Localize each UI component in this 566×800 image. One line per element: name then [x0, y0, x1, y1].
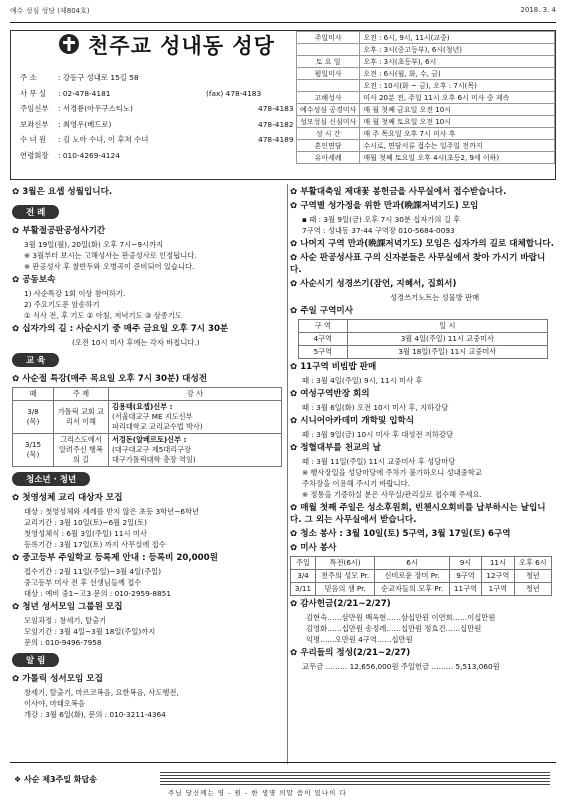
evening-prayer-heading: ✿ 구역별 성가정을 위한 만과(晩課저녁기도) 모임 — [290, 201, 479, 211]
right-column — [290, 184, 556, 672]
feast-heading: ✿ 3월은 요셉 성월입니다. — [12, 187, 113, 197]
schedule-label: 혼인면담 — [297, 140, 360, 152]
schedule-value: 오후 : 3시(초등부), 6시 — [360, 56, 555, 68]
music-staff — [160, 772, 550, 788]
confession-card-note: ✿ 사순 판공성사표 구의 신자분들은 사무실에서 찾아 가시기 바랍니다. — [290, 253, 546, 275]
text-line: ※ 판공성사 후 찰반두와 오병곡이 준비되어 있습니다. — [24, 262, 195, 271]
lecture-date: 3/15 (목) — [13, 434, 54, 467]
speaker-line: 서경돈(알베르토)신부 : — [111, 435, 187, 444]
column-divider — [287, 184, 288, 764]
table-cell: 3월 4일(주일) 11시 교중미사 — [347, 333, 547, 346]
schedule-value: 매 월 첫째 토요일 오전 10시 — [360, 116, 555, 128]
cross-heading: ✿ 십자가의 길 : 사순시기 중 매주 금요일 오후 7시 30분 — [12, 324, 229, 334]
table-row — [299, 346, 548, 359]
table-cell: 9구역 — [449, 570, 481, 583]
senior-academy-heading: ✿ 시니어아카데미 개학및 입학식 — [290, 416, 415, 426]
info-k: 수 녀 원 — [20, 135, 47, 144]
table-row — [299, 333, 548, 346]
text-line: 접수기간 : 2월 11일(주일)~3월 4일(주일) — [24, 567, 162, 576]
schedule-value: 매월 첫째 토요일 오후 4시(초등2, 9세 이하) — [360, 152, 555, 164]
section-badge-youth: 청소년 · 청년 — [12, 472, 90, 486]
speaker-line: 파리대학교 교리교수법 박사) — [111, 422, 203, 431]
schedule-label: 주일미사 — [297, 32, 360, 44]
youth2-heading: ✿ 중고등부 주일학교 등록제 안내 : 등록비 20,000원 — [12, 553, 218, 563]
table-cell: 11구역 — [449, 583, 481, 596]
table-cell: 5구역 — [299, 346, 348, 359]
youth2-text — [12, 566, 284, 599]
schedule-value: 오전 : 6시(월, 화, 수, 금) — [360, 68, 555, 80]
speaker-line: (대구대교구 제5대리구장 — [111, 445, 192, 454]
godparent-day-text — [290, 456, 556, 500]
schedule-label: 고해성사 — [297, 92, 360, 104]
youth1-heading: ✿ 첫영성체 교리 대상자 모집 — [12, 493, 123, 503]
lecture-table — [12, 387, 282, 467]
info-k: 보좌신부 — [20, 119, 49, 129]
text-line: 김영화……십만원 송정례……십만원 정효건……십만원 — [306, 624, 482, 633]
youth3-heading: ✿ 청년 성서모임 그룹원 모집 — [12, 602, 123, 612]
table-cell: 천주의 성모 Pr. — [315, 570, 374, 583]
godparent-day-heading: ✿ 정혈대부를 천교의 날 — [290, 443, 381, 453]
info-v3: 478-4189 — [258, 135, 294, 144]
table-header: 주일 — [291, 557, 316, 570]
lecture-topic: 그리스도에서 알려주신 행복의 길 — [53, 434, 108, 467]
info-v: : 김 노아 수녀, 이 후쳐 수녀 — [58, 135, 149, 144]
bottom-rule — [10, 762, 556, 763]
info-row — [20, 148, 290, 164]
mass-service-heading: ✿ 미사 봉사 — [290, 543, 337, 553]
evening-prayer-note: ✿ 나머지 구역 만과(晩課저녁기도) 모임은 십자가의 길로 대체합니다. — [290, 239, 555, 249]
table-cell: 믿음의 샘 Pr. — [315, 583, 374, 596]
schedule-row — [297, 116, 555, 128]
section-badge-notice: 알 림 — [12, 653, 59, 667]
schedule-label — [297, 44, 360, 56]
table-header: 특전(6시) — [315, 557, 374, 570]
lecture-speaker — [108, 401, 281, 434]
thanks-offering-heading: ✿ 감사헌금(2/21~2/27) — [290, 599, 391, 609]
bibimbap-heading: ✿ 11구역 비빔밥 판매 — [290, 362, 377, 372]
info-row — [20, 86, 290, 102]
text-line: 김현숙……삼만원 백옥현……삼십만원 이연희……이십만원 — [306, 613, 496, 622]
text-line: ※ 정통을 기증하실 분은 사무실/관리실로 접수해 주세요. — [302, 490, 482, 499]
lecture-date: 3/8 (목) — [13, 401, 54, 434]
schedule-label: 토 요 일 — [297, 56, 360, 68]
text-line: 모임기간 : 3월 4일~3월 18일(주일)까지 — [24, 627, 156, 636]
penance-text — [12, 288, 284, 321]
table-header: 때 — [13, 388, 54, 401]
text-line: 중고등부 미사 전 후 선생님들께 접수 — [24, 578, 142, 587]
table-cell: 3/11 — [291, 583, 316, 596]
schedule-label: 성모성심 신심미사 — [297, 116, 360, 128]
schedule-label: 예수성심 공경미사 — [297, 104, 360, 116]
district-mass-table — [298, 319, 548, 359]
lecture-topic: 가톨릭 교회 교리서 이해 — [53, 401, 108, 434]
info-k: 주임신부 — [20, 104, 49, 113]
info-v2: (fax) 478-4183 — [206, 88, 262, 98]
mass-service-table — [290, 556, 552, 596]
senior-academy-text: 때 : 3월 9일(금) 10시 미사 후 대성전 지하강당 — [302, 430, 454, 439]
schedule-row — [297, 32, 555, 44]
cross-note: (오전 10시 미사 후에는 각자 바칩니다.) — [72, 338, 200, 347]
table-cell: 청년 — [514, 570, 551, 583]
retreat-text — [12, 239, 284, 272]
parish-title: 천주교 성내동 성당 — [88, 33, 275, 58]
psalm-label: ❖ 사순 제3주일 화답송 — [14, 775, 97, 784]
psalm-lyrics: 주님 당신께는 영 - 원 - 한 생명 의말 씀이 있나이 다 — [168, 789, 347, 797]
schedule-label: 성 시 간 — [297, 128, 360, 140]
info-v: : 02-478-4181 — [58, 88, 111, 98]
info-v: : 강동구 성내로 15길 58 — [58, 73, 139, 82]
youth1-text — [12, 506, 284, 550]
text-line: 창세기, 탈출기, 마르코복음, 요한복음, 사도행전, — [24, 688, 179, 697]
text-line: ▪ 때 : 3월 9일(금) 오후 7시 30분 십자가의 길 후 — [302, 215, 461, 224]
text-line: 때 : 3월 11일(주일) 11시 교중미사 후 성당마당 — [302, 457, 456, 466]
table-header: 6시 — [375, 557, 449, 570]
thanks-offering-list — [290, 612, 556, 645]
table-cell: 청년 — [514, 583, 551, 596]
text-line: 첫영성체식 : 6월 3일(주일) 11시 미사 — [24, 529, 147, 538]
top-bar — [10, 6, 556, 18]
left-column — [12, 184, 284, 720]
district-mass-heading: ✿ 주일 구역미사 — [290, 306, 354, 316]
penance-heading: ✿ 공동보속 — [12, 275, 56, 285]
text-line: 2) 주요기도문 암송하기 — [24, 300, 100, 309]
bibimbap-text: 때 : 3월 4일(주일) 9시, 11시 미사 후 — [302, 376, 423, 385]
info-row — [20, 132, 294, 148]
schedule-row — [297, 68, 555, 80]
schedule-value: 오후 : 3시(중고등부), 6시(청년) — [360, 44, 555, 56]
info-v3: 478-4182 — [258, 119, 294, 129]
table-cell: 4구역 — [299, 333, 348, 346]
info-k: 사 무 실 — [20, 88, 47, 98]
info-row — [20, 101, 294, 117]
notice-heading: ✿ 가톨릭 성서모임 모집 — [12, 674, 103, 684]
parish-info — [20, 70, 294, 163]
table-header: 강 사 — [108, 388, 281, 401]
info-k: 주 소 — [20, 73, 37, 82]
schedule-row — [297, 104, 555, 116]
info-k: 연령회장 — [20, 150, 49, 160]
info-v: : 서경룡(아우구스티노) — [58, 104, 133, 113]
text-line: 개강 : 3월 6일(화), 문의 : 010-3211-4364 — [24, 710, 166, 719]
notice-text — [12, 687, 284, 720]
table-header: 11시 — [482, 557, 514, 570]
offerings-heading: ✿ 우리들의 정성(2/21~2/27) — [290, 648, 411, 658]
church-logo-icon — [58, 33, 80, 55]
table-header: 구 역 — [299, 320, 348, 333]
schedule-value: 매 월 첫째 금요일 오전 10시 — [360, 104, 555, 116]
table-header: 일 시 — [347, 320, 547, 333]
table-header: 주 제 — [53, 388, 108, 401]
top-rule — [10, 22, 556, 23]
text-line: 모임과정 : 창세기, 탈출기 — [24, 616, 107, 625]
retreat-heading: ✿ 부활절공판공성사기간 — [12, 226, 106, 236]
table-cell: 12구역 — [482, 570, 514, 583]
schedule-row — [297, 56, 555, 68]
table-row — [13, 434, 282, 467]
dues-notice: ✿ 매월 첫째 주일은 성소후원회, 빈첸시오회비를 납부하시는 날입니다. 그 외는 사무실에서 받습니다. — [290, 503, 546, 525]
section-badge-liturgy: 전 례 — [12, 205, 59, 219]
speaker-line: (서울대교구 ME 지도신부 — [111, 412, 193, 421]
schedule-row — [297, 152, 555, 164]
text-line: ※ 3월부터 보시는 고해성사는 판공성사로 인정됩니다. — [24, 251, 197, 260]
table-cell: 1구역 — [482, 583, 514, 596]
table-cell: 신비로운 장미 Pr. — [375, 570, 449, 583]
table-cell: 3/4 — [291, 570, 316, 583]
offerings-text: 교무금 ……… 12,656,000원 주일헌금 ……… 5,513,060원 — [302, 662, 500, 671]
text-line: 익명……오만원 4구역……십만원 — [306, 635, 413, 644]
table-cell: 순교자들의 모후 Pr. — [375, 583, 449, 596]
cleaning-notice: ✿ 청소 봉사 : 3월 10일(토) 5구역, 3월 17일(토) 6구역 — [290, 529, 511, 539]
text-line: 7구역 : 성내동 37-44 구역장 010-5684-0093 — [302, 226, 455, 235]
schedule-row — [297, 92, 555, 104]
bible-writing-note: 성경쓰기노트는 성물방 판매 — [390, 293, 480, 302]
text-line: ※ 행사장일을 성당마당에 주차가 불가하오니 성내중학교 — [302, 468, 482, 477]
speaker-line: 김용태(요셉)신부 : — [111, 402, 173, 411]
schedule-row — [297, 128, 555, 140]
speaker-line: 대구가톨릭대학 총장 역임) — [111, 455, 196, 464]
schedule-row — [297, 44, 555, 56]
table-row — [291, 570, 552, 583]
text-line: 이사야, 마태오복음 — [24, 699, 86, 708]
issue-label: 예수 성심 성당 (제804호) — [10, 7, 90, 15]
lecture-heading: ✿ 사순절 특강(매주 목요일 오후 7시 30분) 대성전 — [12, 374, 208, 384]
issue-date: 2018. 3. 4 — [520, 6, 556, 14]
info-row — [20, 117, 294, 133]
text-line: 대상 : 첫영성체와 세례를 받지 않은 초등 3학년~6학년 — [24, 507, 200, 516]
text-line: 교리기간 : 3월 10일(토)~6월 2일(토) — [24, 518, 147, 527]
schedule-label: 유아세례 — [297, 152, 360, 164]
table-header: 9시 — [449, 557, 481, 570]
mass-schedule-table — [296, 31, 555, 164]
youth3-text — [12, 615, 284, 648]
bible-writing-heading: ✿ 사순시기 성경쓰기(잠언, 지혜서, 집회서) — [290, 279, 457, 289]
schedule-value: 오전 : 6시, 9시, 11시(교중) — [360, 32, 555, 44]
text-line: 주차장을 이용해 주시기 바랍니다. — [302, 479, 410, 488]
table-row — [13, 401, 282, 434]
text-line: 문의 : 010-9496-7958 — [24, 638, 102, 647]
info-row — [20, 70, 290, 86]
flower-notice: ✿ 부활대축일 제대꽃 봉헌금을 사무실에서 접수받습니다. — [290, 187, 507, 197]
text-line: 1) 사순특강 1회 이상 참여하기. — [24, 289, 126, 298]
schedule-label — [297, 80, 360, 92]
info-v: : 최영우(베드로) — [58, 119, 112, 129]
info-v3: 478-4183 — [258, 104, 294, 113]
table-row — [291, 583, 552, 596]
text-line: 대상 : 예비 중1~고3 문의 : 010-2959-8851 — [24, 589, 171, 598]
schedule-value: 오전 : 10시(화 ~ 금), 오후 : 7시(목) — [360, 80, 555, 92]
schedule-value: 매 주 목요일 오후 7시 미사 후 — [360, 128, 555, 140]
evening-prayer-text — [290, 214, 556, 236]
table-header: 오후 6시 — [514, 557, 551, 570]
text-line: 3월 19일(월), 20일(화) 오후 7시~9시까지 — [24, 240, 164, 249]
table-cell: 3월 18일(주일) 11시 교중미사 — [347, 346, 547, 359]
schedule-label: 평일미사 — [297, 68, 360, 80]
women-meeting-text: 때 : 3월 6일(화) 오전 10시 미사 후, 지하강당 — [302, 403, 449, 412]
text-line: ① 식사 전, 후 기도 ② 아침, 저녁기도 ③ 삼종기도 — [24, 311, 182, 320]
women-meeting-heading: ✿ 여성구역반장 회의 — [290, 389, 370, 399]
section-badge-education: 교 육 — [12, 353, 59, 367]
info-v: : 010-4269-4124 — [58, 150, 120, 160]
schedule-row — [297, 80, 555, 92]
lecture-speaker — [108, 434, 281, 467]
text-line: 등록기간 : 3월 17일(토) 까지 사무실에 접수 — [24, 540, 166, 549]
schedule-value: 미사 20분 전, 주일 11시 오후 6시 미사 중 제속 — [360, 92, 555, 104]
schedule-value: 수시로, 면담서류 접수는 일주일 전까지 — [360, 140, 555, 152]
schedule-row — [297, 140, 555, 152]
